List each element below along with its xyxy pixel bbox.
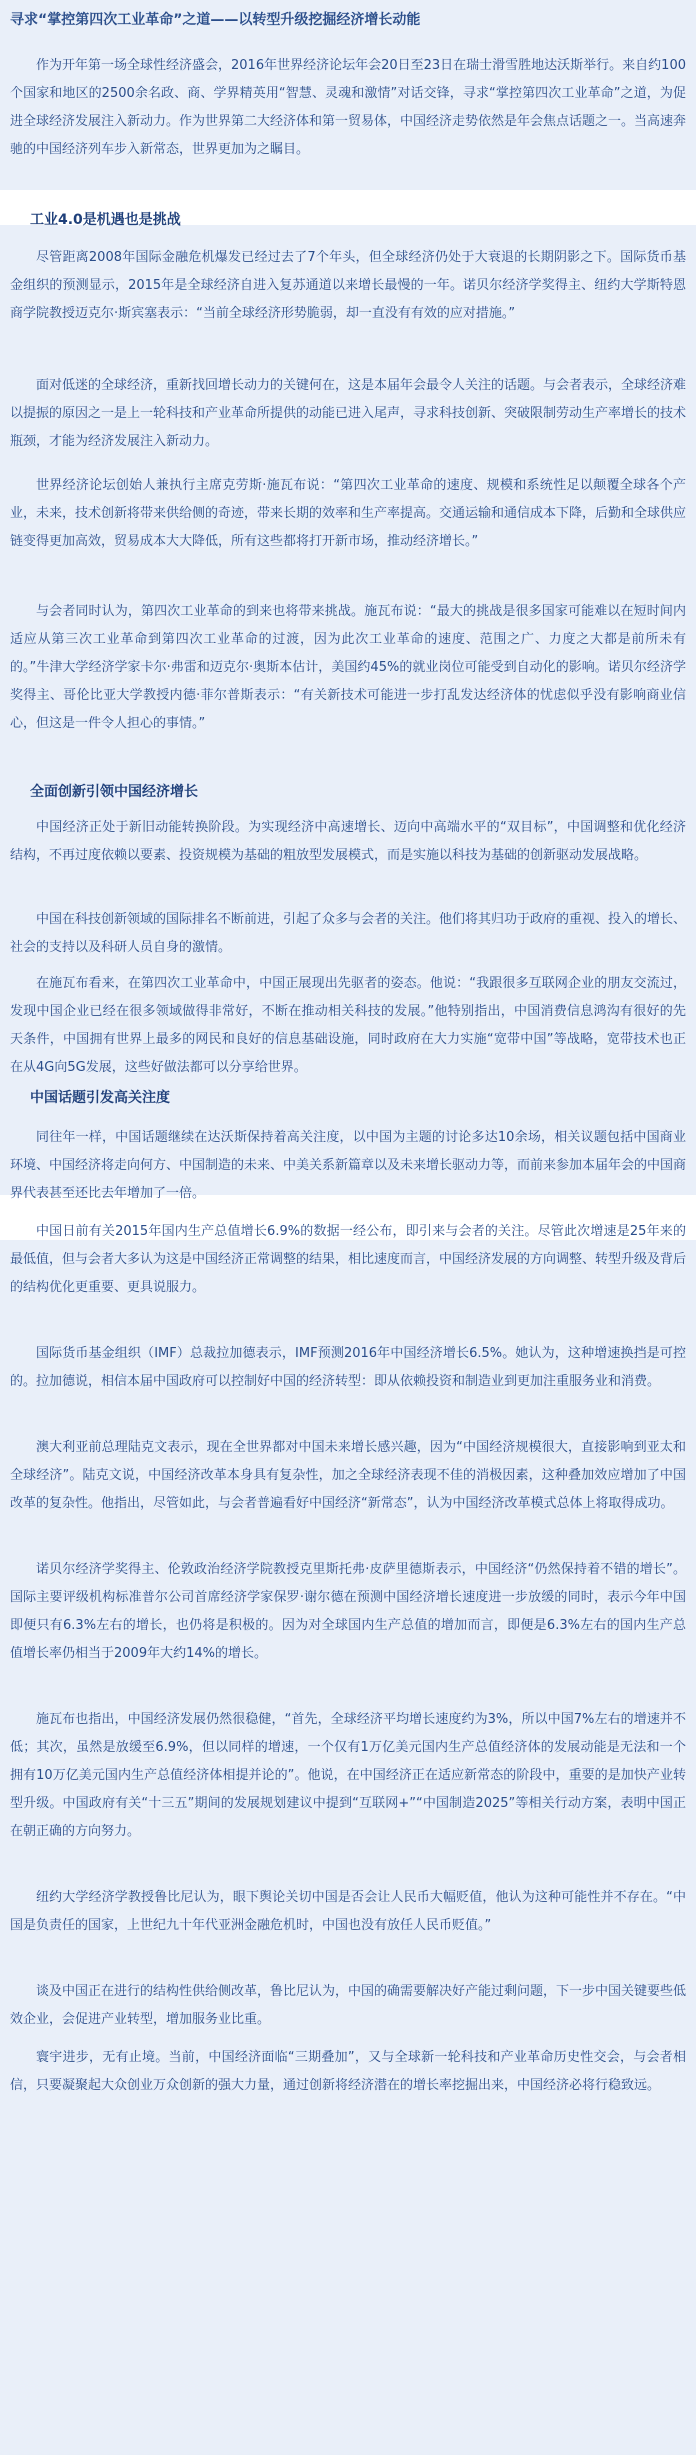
paragraph: 尽管距离2008年国际金融危机爆发已经过去了7个年头，但全球经济仍处于大衰退的长期阴影之下。国际货币基金组织的预测显示，2015年是全球经济自进入复苏通道以来增长最慢的一年。诺贝尔经济学奖得主、纽约大学斯特恩商学院教授迈克尔·斯宾塞表示：“当前全球经济形势脆弱，却一直没有有效的应对措施。”	[10, 250, 686, 321]
section-heading-innovation: 全面创新引领中国经济增长	[30, 784, 198, 800]
paragraph-intro: 作为开年第一场全球性经济盛会，2016年世界经济论坛年会20日至23日在瑞士滑雪胜地达沃斯举行。来自约100个国家和地区的2500余名政、商、学界精英用“智慧、灵魂和激情”对话交锋，寻求“掌控第四次工业革命”之道，为促进全球经济发展注入新动力。作为世界第二大经济体和第一贸易体，中国经济走势依然是年会焦点话题之一。当高速奔驰的中国经济列车步入新常态，世界更加为之瞩目。	[10, 58, 686, 157]
paragraph: 世界经济论坛创始人兼执行主席克劳斯·施瓦布说：“第四次工业革命的速度、规模和系统性足以颠覆全球各个产业，未来，技术创新将带来供给侧的奇迹，带来长期的效率和生产率提高。交通运输和通信成本下降，后勤和全球供应链变得更加高效，贸易成本大大降低，所有这些都将打开新市场，推动经济增长。”	[10, 478, 686, 549]
paragraph: 施瓦布也指出，中国经济发展仍然很稳健，“首先，全球经济平均增长速度约为3%，所以中国7%左右的增速并不低；其次，虽然是放缓至6.9%，但以同样的增速，一个仅有1万亿美元国内生产总值经济体的发展动能是无法和一个拥有10万亿美元国内生产总值经济体相提并论的”。他说，在中国经济正在适应新常态的阶段中，重要的是加快产业转型升级。中国政府有关“十三五”期间的发展规划建议中提到“互联网+”“中国制造2025”等相关行动方案，表明中国正在朝正确的方向努力。	[10, 1712, 686, 1839]
paragraph: 同往年一样，中国话题继续在达沃斯保持着高关注度，以中国为主题的讨论多达10余场，相关议题包括中国商业环境、中国经济将走向何方、中国制造的未来、中美关系新篇章以及未来增长驱动力等，而前来参加本届年会的中国商界代表甚至还比去年增加了一倍。	[10, 1130, 686, 1201]
paragraph: 中国经济正处于新旧动能转换阶段。为实现经济中高速增长、迈向中高端水平的“双目标”，中国调整和优化经济结构，不再过度依赖以要素、投资规模为基础的粗放型发展模式，而是实施以科技为基础的创新驱动发展战略。	[10, 820, 686, 863]
section-heading-china-topics: 中国话题引发高关注度	[30, 1090, 170, 1106]
paragraph: 中国在科技创新领域的国际排名不断前进，引起了众多与会者的关注。他们将其归功于政府的重视、投入的增长、社会的支持以及科研人员自身的激情。	[10, 912, 686, 955]
paragraph: 国际货币基金组织（IMF）总裁拉加德表示，IMF预测2016年中国经济增长6.5%。她认为，这种增速换挡是可控的。拉加德说，相信本届中国政府可以控制好中国的经济转型：即从依赖投资和制造业到更加注重服务业和消费。	[10, 1346, 686, 1389]
section-heading-industry40: 工业4.0是机遇也是挑战	[30, 212, 181, 228]
paragraph: 谈及中国正在进行的结构性供给侧改革，鲁比尼认为，中国的确需要解决好产能过剩问题，下一步中国关键要些低效企业，会促进产业转型，增加服务业比重。	[10, 1984, 686, 2027]
paragraph: 澳大利亚前总理陆克文表示，现在全世界都对中国未来增长感兴趣，因为“中国经济规模很大，直接影响到亚太和全球经济”。陆克文说，中国经济改革本身具有复杂性，加之全球经济表现不佳的消极因素，这种叠加效应增加了中国改革的复杂性。他指出，尽管如此，与会者普遍看好中国经济“新常态”，认为中国经济改革模式总体上将取得成功。	[10, 1440, 686, 1511]
article-title: 寻求“掌控第四次工业革命”之道——以转型升级挖掘经济增长动能	[10, 12, 421, 28]
paragraph: 中国日前有关2015年国内生产总值增长6.9%的数据一经公布，即引来与会者的关注。尽管此次增速是25年来的最低值，但与会者大多认为这是中国经济正常调整的结果，相比速度而言，中国经济发展的方向调整、转型升级及背后的结构优化更重要、更具说服力。	[10, 1224, 686, 1295]
paragraph: 纽约大学经济学教授鲁比尼认为，眼下舆论关切中国是否会让人民币大幅贬值，他认为这种可能性并不存在。“中国是负责任的国家，上世纪九十年代亚洲金融危机时，中国也没有放任人民币贬值。”	[10, 1890, 686, 1933]
paragraph: 寰宇进步，无有止境。当前，中国经济面临“三期叠加”，又与全球新一轮科技和产业革命历史性交会，与会者相信，只要凝聚起大众创业万众创新的强大力量，通过创新将经济潜在的增长率挖掘出来，中国经济必将行稳致远。	[10, 2050, 686, 2093]
paragraph: 面对低迷的全球经济，重新找回增长动力的关键何在，这是本届年会最令人关注的话题。与会者表示，全球经济难以提振的原因之一是上一轮科技和产业革命所提供的动能已进入尾声，寻求科技创新、突破限制劳动生产率增长的技术瓶颈，才能为经济发展注入新动力。	[10, 378, 686, 449]
paragraph: 与会者同时认为，第四次工业革命的到来也将带来挑战。施瓦布说：“最大的挑战是很多国家可能难以在短时间内适应从第三次工业革命到第四次工业革命的过渡，因为此次工业革命的速度、范围之广、力度之大都是前所未有的。”牛津大学经济学家卡尔·弗雷和迈克尔·奥斯本估计，美国约45%的就业岗位可能受到自动化的影响。诺贝尔经济学奖得主、哥伦比亚大学教授内德·菲尔普斯表示：“有关新技术可能进一步打乱发达经济体的忧虑似乎没有影响商业信心，但这是一件令人担心的事情。”	[10, 604, 686, 731]
paragraph: 在施瓦布看来，在第四次工业革命中，中国正展现出先驱者的姿态。他说：“我跟很多互联网企业的朋友交流过，发现中国企业已经在很多领域做得非常好，不断在推动相关科技的发展。”他特别指出，中国消费信息鸿沟有很好的先天条件，中国拥有世界上最多的网民和良好的信息基础设施，同时政府在大力实施“宽带中国”等战略，宽带技术也正在从4G向5G发展，这些好做法都可以分享给世界。	[10, 976, 686, 1075]
paragraph: 诺贝尔经济学奖得主、伦敦政治经济学院教授克里斯托弗·皮萨里德斯表示，中国经济“仍然保持着不错的增长”。国际主要评级机构标准普尔公司首席经济学家保罗·谢尔德在预测中国经济增长速度进一步放缓的同时，表示今年中国即便只有6.3%左右的增长，也仍将是积极的。因为对全球国内生产总值的增加而言，即便是6.3%左右的国内生产总值增长率仍相当于2009年大约14%的增长。	[10, 1562, 686, 1661]
